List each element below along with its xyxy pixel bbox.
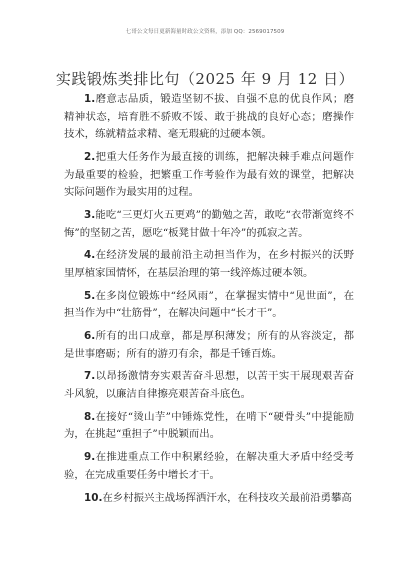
paragraph-number: 9. xyxy=(84,451,96,464)
document-title: 实践锻炼类排比句（2025 年 9 月 12 日） xyxy=(55,70,355,88)
paragraph-number: 3. xyxy=(84,208,96,221)
paragraph-number: 8. xyxy=(84,410,96,423)
paragraph-9 xyxy=(64,449,354,484)
document-body xyxy=(64,91,354,512)
paragraph-text: 把重大任务作为最直接的训练，把解决棘手难点问题作为最重要的检验，把繁重工作考验作为最有效的课堂，把解决实际问题作为最实用的过程。 xyxy=(64,150,354,199)
paragraph-8 xyxy=(64,409,354,444)
paragraph-text: 在乡村振兴主战场挥洒汗水，在科技攻关最前沿勇攀高 xyxy=(102,491,352,504)
paragraph-4 xyxy=(64,247,354,282)
paragraph-5 xyxy=(64,288,354,323)
paragraph-text: 在接好“烫山芋”中锤炼党性，在啃下“硬骨头”中提能励为，在挑起“重担子”中脱颖而出。 xyxy=(64,410,354,441)
paragraph-text: 在推进重点工作中积累经验，在解决重大矛盾中经受考验，在完成重要任务中增长才干。 xyxy=(64,451,354,481)
paragraph-6 xyxy=(64,328,354,363)
paragraph-10 xyxy=(64,490,354,508)
paragraph-number: 10. xyxy=(84,491,103,504)
paragraph-number: 5. xyxy=(84,289,96,302)
paragraph-number: 6. xyxy=(84,330,96,343)
paragraph-text: 能吃“三更灯火五更鸡”的勤勉之苦，敢吃“衣带渐宽终不悔”的坚韧之苦，愿吃“板凳甘做十年冷”的孤寂之苦。 xyxy=(64,208,354,239)
paragraph-1 xyxy=(64,91,354,144)
paragraph-text: 磨意志品质，锻造坚韧不拔、自强不息的优良作风；磨精神状态，培育胜不骄败不馁、敢于挑战的良好心态；磨操作技术，练就精益求精、毫无瑕疵的过硬本领。 xyxy=(64,93,354,141)
paragraph-2 xyxy=(64,149,354,202)
header-note: 七哥公文每日更新海量时政公文资料，添加 QQ：2569017509 xyxy=(125,29,285,35)
paragraph-text: 在经济发展的最前沿主动担当作为，在乡村振兴的沃野里厚植家国情怀，在基层治理的第一线淬炼过硬本领。 xyxy=(64,249,354,279)
paragraph-text: 以昂扬激情夯实艰苦奋斗思想，以苦干实干展现艰苦奋斗风貌，以廉洁自律擦亮艰苦奋斗底色。 xyxy=(64,370,354,401)
paragraph-number: 7. xyxy=(84,370,96,383)
paragraph-number: 2. xyxy=(84,150,96,163)
paragraph-number: 1. xyxy=(84,93,96,105)
paragraph-text: 在多岗位锻炼中“经风雨”，在掌握实情中“见世面”，在担当作为中“壮筋骨”，在解决问题中“长才干”。 xyxy=(64,289,354,320)
paragraph-3 xyxy=(64,207,354,242)
paragraph-number: 4. xyxy=(84,249,96,262)
paragraph-7 xyxy=(64,368,354,403)
paragraph-text: 所有的出口成章，都是厚积薄发；所有的从容淡定，都是世事磨砺；所有的游刃有余，都是千锤百炼。 xyxy=(64,330,354,360)
